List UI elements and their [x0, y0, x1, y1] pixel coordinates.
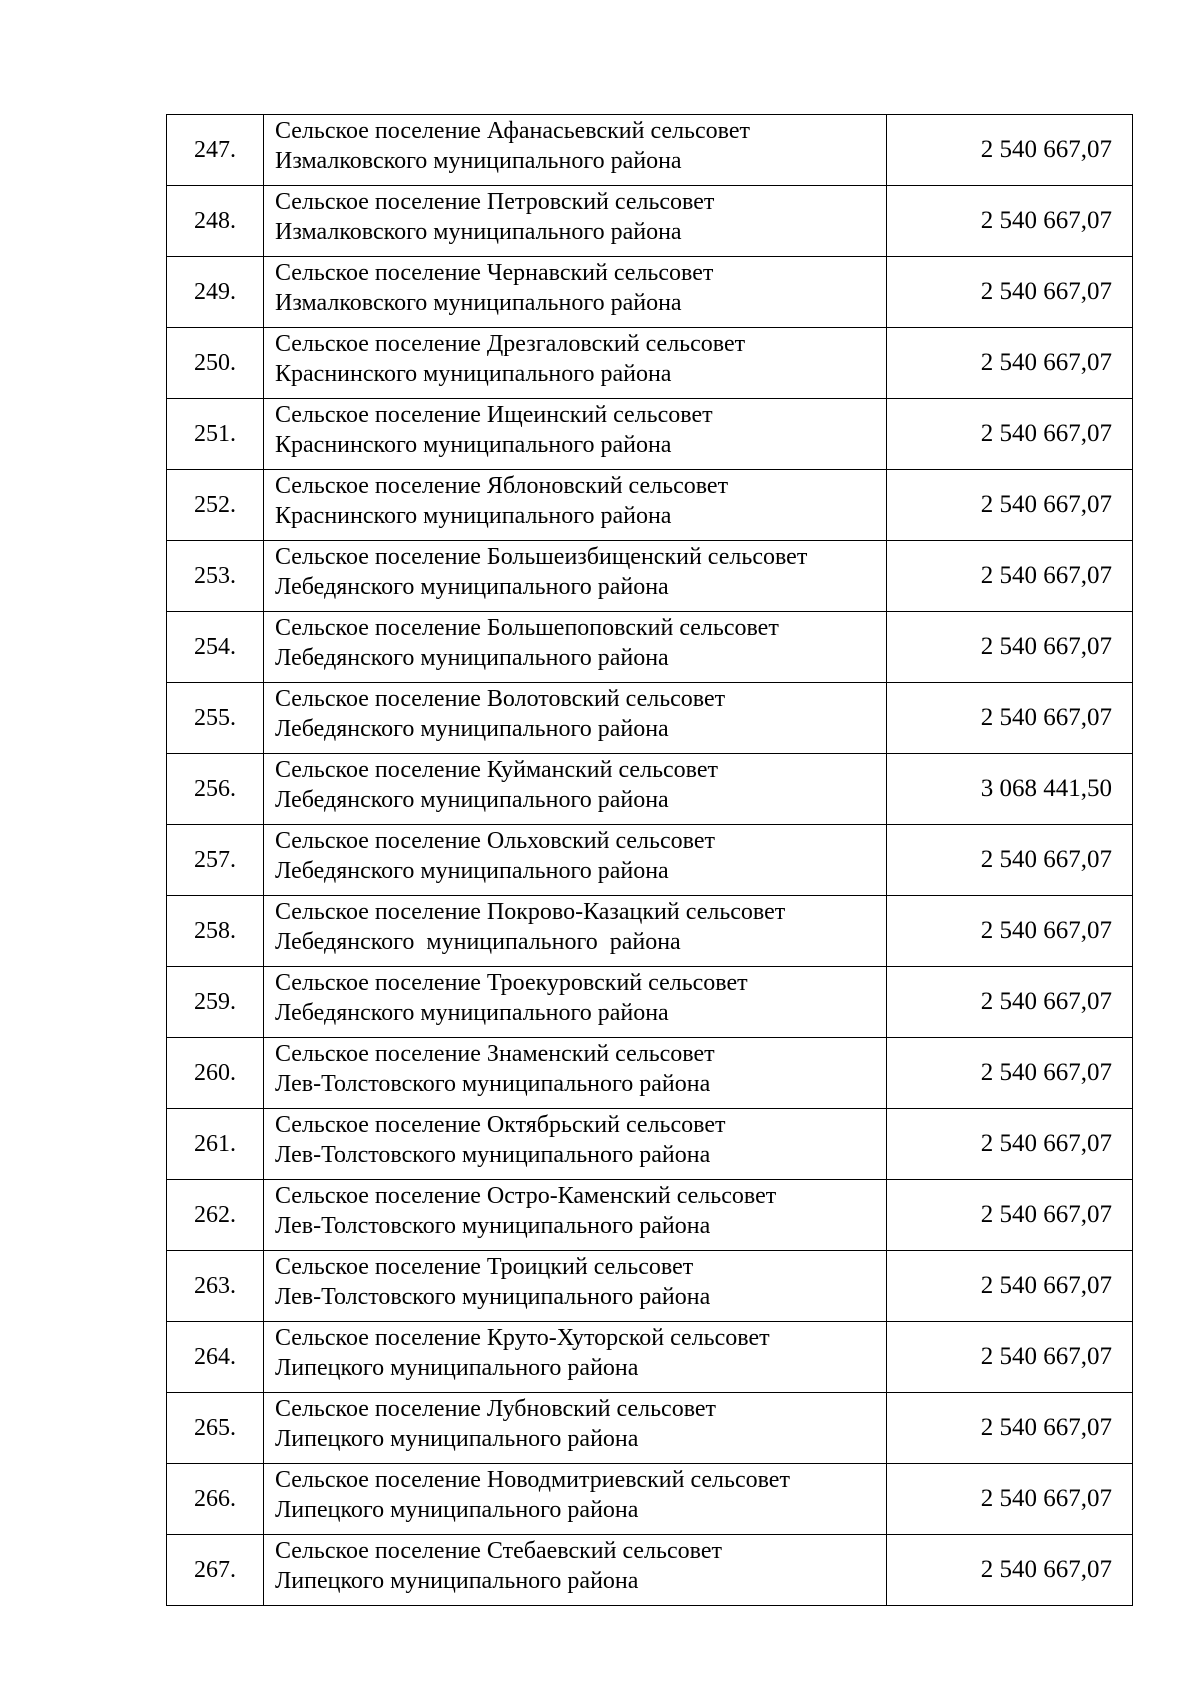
settlement-name-line1: Сельское поселение Афанасьевский сельсовет: [275, 118, 750, 144]
amount-value: 2 540 667,07: [887, 115, 1133, 186]
table-row: [167, 257, 1133, 328]
settlement-name-line1: Сельское поселение Троицкий сельсовет: [275, 1254, 694, 1280]
settlement-name-line2: Лев-Толстовского муниципального района: [275, 1213, 711, 1239]
row-number: 262.: [167, 1180, 264, 1251]
table-row: [167, 967, 1133, 1038]
settlement-name-line1: Сельское поселение Троекуровский сельсовет: [275, 970, 748, 996]
row-number: 256.: [167, 754, 264, 825]
amount-value: 2 540 667,07: [887, 683, 1133, 754]
settlement-name: [264, 1251, 887, 1322]
table-row: [167, 115, 1133, 186]
settlement-name-line2: Измалковского муниципального района: [275, 148, 682, 174]
settlement-name-line1: Сельское поселение Яблоновский сельсовет: [275, 473, 729, 499]
row-number: 247.: [167, 115, 264, 186]
amount-value: 2 540 667,07: [887, 1322, 1133, 1393]
settlement-name-line1: Сельское поселение Покрово-Казацкий сельсовет: [275, 899, 786, 925]
settlement-name-line2: Лев-Толстовского муниципального района: [275, 1071, 711, 1097]
settlements-table: [166, 114, 1133, 1606]
settlement-name: [264, 896, 887, 967]
settlement-name: [264, 186, 887, 257]
row-number: 248.: [167, 186, 264, 257]
row-number: 254.: [167, 612, 264, 683]
amount-value: 2 540 667,07: [887, 541, 1133, 612]
table-body: [167, 115, 1133, 1606]
settlement-name-line1: Сельское поселение Дрезгаловский сельсовет: [275, 331, 746, 357]
amount-value: 2 540 667,07: [887, 1109, 1133, 1180]
settlement-name: [264, 967, 887, 1038]
amount-value: 2 540 667,07: [887, 470, 1133, 541]
row-number: 260.: [167, 1038, 264, 1109]
settlement-name: [264, 470, 887, 541]
settlement-name-line2: Краснинского муниципального района: [275, 503, 672, 529]
settlement-name-line1: Сельское поселение Волотовский сельсовет: [275, 686, 726, 712]
row-number: 257.: [167, 825, 264, 896]
table-row: [167, 754, 1133, 825]
settlement-name-line2: Измалковского муниципального района: [275, 290, 682, 316]
table-row: [167, 541, 1133, 612]
settlement-name-line2: Липецкого муниципального района: [275, 1568, 639, 1594]
amount-value: 2 540 667,07: [887, 186, 1133, 257]
row-number: 263.: [167, 1251, 264, 1322]
settlement-name: [264, 1535, 887, 1606]
amount-value: 2 540 667,07: [887, 825, 1133, 896]
amount-value: 3 068 441,50: [887, 754, 1133, 825]
row-number: 265.: [167, 1393, 264, 1464]
settlement-name: [264, 115, 887, 186]
settlement-name: [264, 1109, 887, 1180]
settlement-name: [264, 683, 887, 754]
row-number: 261.: [167, 1109, 264, 1180]
settlement-name-line2: Краснинского муниципального района: [275, 361, 672, 387]
settlement-name-line1: Сельское поселение Большеизбищенский сельсовет: [275, 544, 808, 570]
row-number: 264.: [167, 1322, 264, 1393]
settlement-name-line1: Сельское поселение Петровский сельсовет: [275, 189, 715, 215]
table-row: [167, 1464, 1133, 1535]
amount-value: 2 540 667,07: [887, 1251, 1133, 1322]
settlement-name: [264, 1464, 887, 1535]
settlement-name: [264, 541, 887, 612]
row-number: 259.: [167, 967, 264, 1038]
table-row: [167, 470, 1133, 541]
table-row: [167, 1393, 1133, 1464]
table-row: [167, 399, 1133, 470]
row-number: 266.: [167, 1464, 264, 1535]
settlement-name-line2: Лебедянского муниципального района: [275, 858, 669, 884]
row-number: 253.: [167, 541, 264, 612]
row-number: 258.: [167, 896, 264, 967]
settlement-name: [264, 1322, 887, 1393]
table-row: [167, 1535, 1133, 1606]
settlement-name-line2: Измалковского муниципального района: [275, 219, 682, 245]
settlement-name-line2: Лебедянского муниципального района: [275, 574, 669, 600]
settlement-name-line1: Сельское поселение Новодмитриевский сельсовет: [275, 1467, 790, 1493]
settlement-name-line1: Сельское поселение Чернавский сельсовет: [275, 260, 714, 286]
amount-value: 2 540 667,07: [887, 1038, 1133, 1109]
settlement-name-line1: Сельское поселение Ольховский сельсовет: [275, 828, 715, 854]
table-row: [167, 896, 1133, 967]
settlement-name-line2: Лебедянского муниципального района: [275, 716, 669, 742]
settlement-name-line1: Сельское поселение Ищеинский сельсовет: [275, 402, 713, 428]
settlement-name: [264, 754, 887, 825]
row-number: 267.: [167, 1535, 264, 1606]
settlement-name-line1: Сельское поселение Большепоповский сельсовет: [275, 615, 779, 641]
settlement-name-line2: Лебедянского муниципального района: [275, 1000, 669, 1026]
table-row: [167, 1251, 1133, 1322]
settlement-name-line1: Сельское поселение Знаменский сельсовет: [275, 1041, 715, 1067]
settlement-name-line2: Краснинского муниципального района: [275, 432, 672, 458]
row-number: 252.: [167, 470, 264, 541]
table-row: [167, 1322, 1133, 1393]
amount-value: 2 540 667,07: [887, 1393, 1133, 1464]
amount-value: 2 540 667,07: [887, 1464, 1133, 1535]
settlement-name: [264, 1038, 887, 1109]
amount-value: 2 540 667,07: [887, 1535, 1133, 1606]
settlement-name: [264, 1393, 887, 1464]
table-row: [167, 612, 1133, 683]
settlement-name-line2: Лебедянского муниципального района: [275, 645, 669, 671]
settlement-name-line2: Лебедянского муниципального района: [275, 787, 669, 813]
settlement-name: [264, 612, 887, 683]
settlement-name-line2: Лев-Толстовского муниципального района: [275, 1142, 711, 1168]
settlement-name: [264, 257, 887, 328]
row-number: 250.: [167, 328, 264, 399]
settlement-name: [264, 1180, 887, 1251]
settlement-name-line1: Сельское поселение Лубновский сельсовет: [275, 1396, 717, 1422]
table-row: [167, 1038, 1133, 1109]
table-row: [167, 825, 1133, 896]
settlement-name-line2: Лев-Толстовского муниципального района: [275, 1284, 711, 1310]
amount-value: 2 540 667,07: [887, 1180, 1133, 1251]
amount-value: 2 540 667,07: [887, 612, 1133, 683]
settlement-name-line1: Сельское поселение Стебаевский сельсовет: [275, 1538, 722, 1564]
settlement-name-line2: Липецкого муниципального района: [275, 1355, 639, 1381]
table-row: [167, 328, 1133, 399]
row-number: 251.: [167, 399, 264, 470]
table-row: [167, 683, 1133, 754]
row-number: 249.: [167, 257, 264, 328]
settlement-name-line1: Сельское поселение Куйманский сельсовет: [275, 757, 718, 783]
amount-value: 2 540 667,07: [887, 257, 1133, 328]
amount-value: 2 540 667,07: [887, 328, 1133, 399]
amount-value: 2 540 667,07: [887, 896, 1133, 967]
settlement-name-line1: Сельское поселение Октябрьский сельсовет: [275, 1112, 726, 1138]
settlement-name-line1: Сельское поселение Остро-Каменский сельсовет: [275, 1183, 777, 1209]
table-row: [167, 186, 1133, 257]
amount-value: 2 540 667,07: [887, 967, 1133, 1038]
settlement-name-line1: Сельское поселение Круто-Хуторской сельсовет: [275, 1325, 770, 1351]
settlement-name-line2: Лебедянского муниципального района: [275, 929, 681, 955]
amount-value: 2 540 667,07: [887, 399, 1133, 470]
row-number: 255.: [167, 683, 264, 754]
table-row: [167, 1109, 1133, 1180]
table-row: [167, 1180, 1133, 1251]
settlement-name: [264, 399, 887, 470]
settlement-name: [264, 825, 887, 896]
settlement-name-line2: Липецкого муниципального района: [275, 1497, 639, 1523]
settlement-name-line2: Липецкого муниципального района: [275, 1426, 639, 1452]
settlement-name: [264, 328, 887, 399]
